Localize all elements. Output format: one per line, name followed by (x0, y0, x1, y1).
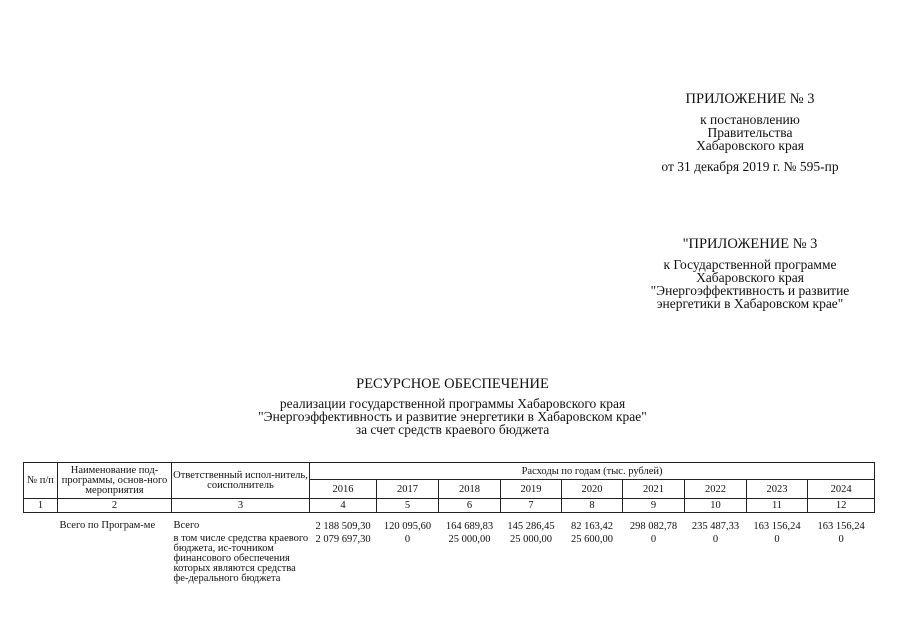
appendix-decree-line: Правительства (707, 125, 793, 140)
row-value: 0 (404, 534, 411, 545)
year-header: 2019 (501, 480, 562, 499)
column-number: 6 (439, 499, 501, 513)
row-value: 235 487,33 (691, 521, 740, 532)
row-value: 0 (650, 534, 657, 545)
document-title-main: РЕСУРСНОЕ ОБЕСПЕЧЕНИЕ (356, 376, 549, 392)
appendix-decree (620, 91, 880, 174)
year-header: 2022 (685, 480, 747, 499)
row-name (58, 532, 172, 584)
row-value: 2 188 509,30 (315, 521, 371, 532)
row-value: 25 000,00 (448, 534, 491, 545)
row-value: 163 156,24 (817, 521, 865, 532)
appendix-decree-date: от 31 декабря 2019 г. № 595-пр (661, 159, 839, 174)
document-title-line: за счет средств краевого бюджета (355, 422, 550, 437)
year-header: 2024 (808, 480, 875, 499)
column-number: 1 (24, 499, 58, 513)
row-source: Всего (173, 520, 200, 531)
column-number: 11 (747, 499, 808, 513)
row-value: 0 (838, 534, 844, 545)
appendix-program-title: "ПРИЛОЖЕНИЕ № 3 (682, 236, 818, 252)
column-number: 10 (685, 499, 747, 513)
year-header: 2016 (310, 480, 377, 499)
row-value: 2 079 697,30 (315, 534, 371, 545)
row-value: 0 (774, 534, 780, 545)
column-number: 7 (501, 499, 562, 513)
row-source: в том числе средства краевого бюджета, ис-точником финансового обеспечения которых являются средства фе-дерального бюджета (173, 533, 309, 584)
document-title-line: "Энергоэффективность и развитие энергетики в Хабаровском крае" (258, 409, 647, 424)
year-header: 2018 (439, 480, 501, 499)
year-header: 2021 (623, 480, 685, 499)
appendix-decree-line: Хабаровского края (696, 138, 804, 153)
row-value: 164 689,83 (445, 521, 494, 532)
appendix-decree-title: ПРИЛОЖЕНИЕ № 3 (685, 91, 815, 107)
column-number: 2 (58, 499, 172, 513)
row-num (24, 513, 58, 533)
table-row (24, 513, 875, 533)
row-value: 82 163,42 (571, 521, 613, 532)
appendix-program-line: энергетики в Хабаровском крае" (656, 296, 844, 311)
appendix-program-line: "Энергоэффективность и развитие (650, 283, 850, 298)
row-value: 25 600,00 (571, 534, 613, 545)
row-value: 145 286,45 (507, 521, 555, 532)
header-name: Наименование под-программы, основ-ного мероприятия (58, 463, 172, 499)
column-number: 5 (377, 499, 439, 513)
header-executor: Ответственный испол-нитель, соисполнитель (172, 463, 310, 499)
column-number: 9 (623, 499, 685, 513)
year-header: 2020 (562, 480, 623, 499)
appendix-program (600, 236, 900, 310)
column-number: 3 (172, 499, 310, 513)
row-value: 120 095,60 (383, 521, 432, 532)
row-value: 0 (712, 534, 719, 545)
year-header: 2017 (377, 480, 439, 499)
column-number: 4 (310, 499, 377, 513)
appendix-decree-line: к постановлению (700, 112, 800, 127)
table-row (24, 532, 875, 584)
appendix-program-line: Хабаровского края (696, 270, 804, 285)
document-title-line: реализации государственной программы Хабаровского края (279, 396, 626, 411)
column-number: 8 (562, 499, 623, 513)
year-header: 2023 (747, 480, 808, 499)
appendix-program-line: к Государственной программе (663, 257, 837, 272)
row-name: Всего по Програм-ме (59, 520, 156, 531)
header-expenses: Расходы по годам (тыс. рублей) (310, 463, 875, 480)
row-value: 163 156,24 (753, 521, 801, 532)
resource-table (23, 462, 875, 584)
column-number-row (24, 499, 875, 513)
document-title (0, 376, 905, 436)
row-num (24, 532, 58, 584)
row-value: 298 082,78 (629, 521, 678, 532)
header-num: № п/п (24, 463, 58, 499)
column-number: 12 (808, 499, 875, 513)
row-value: 25 000,00 (510, 534, 552, 545)
